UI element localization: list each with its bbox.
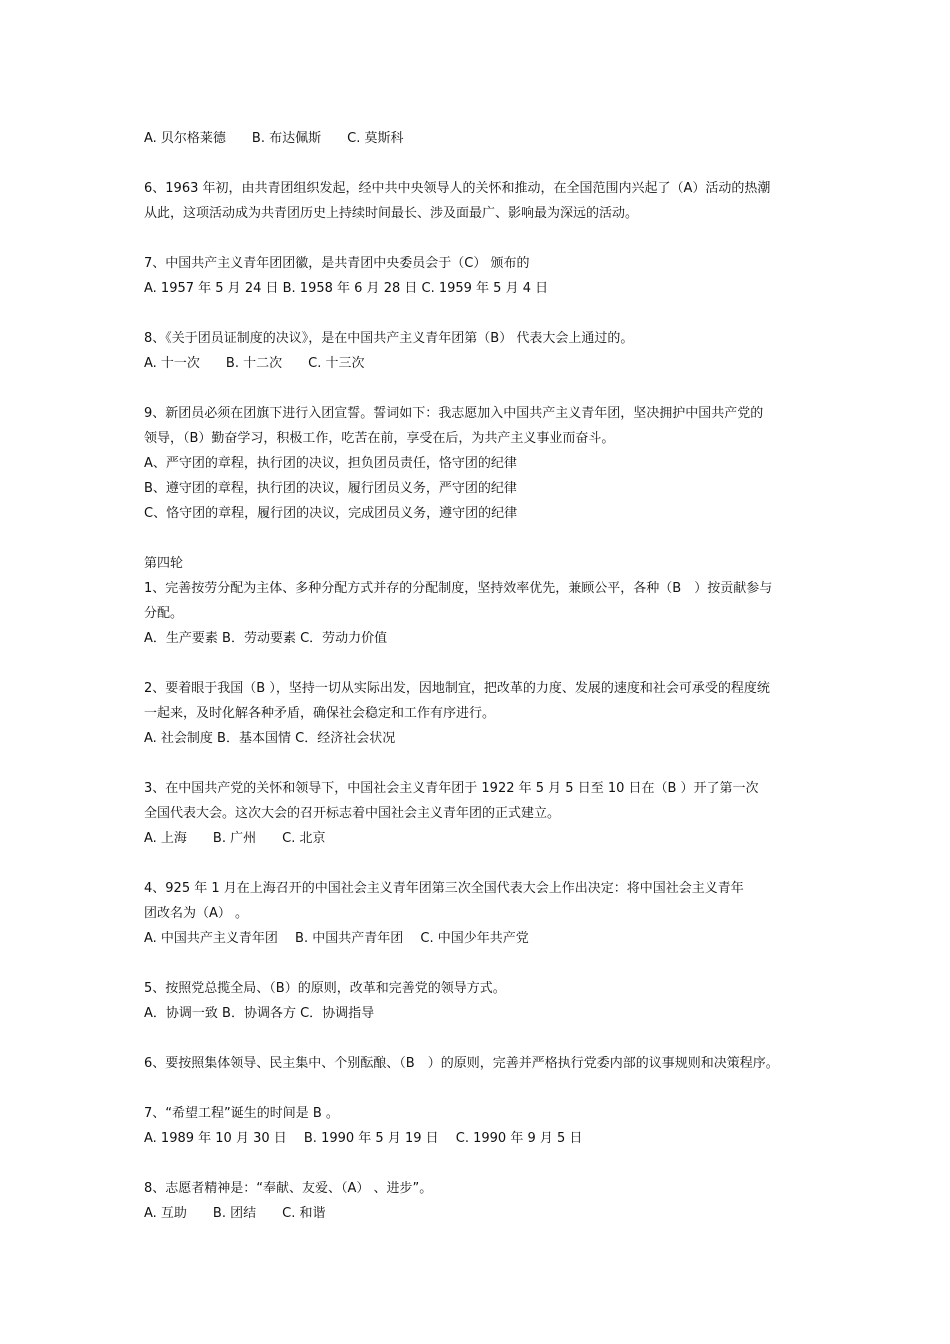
blank-line [144,151,814,176]
text-line: A. 贝尔格莱德 B. 布达佩斯 C. 莫斯科 [144,131,404,146]
text-line: A. 社会制度 B．基本国情 C．经济社会状况 [144,731,396,746]
text-line: 团改名为（A） 。 [144,906,249,921]
text-line: 1、完善按劳分配为主体、多种分配方式并存的分配制度，坚持效率优先，兼顾公平，各种（B ）按贡献参与 [144,581,773,596]
blank-line [144,851,814,876]
text-line: A、严守团的章程，执行团的决议，担负团员责任，恪守团的纪律 [144,456,517,471]
text-line: A. 上海 B. 广州 C. 北京 [144,831,326,846]
text-line: 7、“希望工程”诞生的时间是 B 。 [144,1106,339,1121]
text-line: C、恪守团的章程，履行团的决议，完成团员义务，遵守团的纪律 [144,506,518,521]
text-line: 9、新团员必须在团旗下进行入团宣誓。誓词如下：我志愿加入中国共产主义青年团，坚决拥护中国共产党的 [144,406,764,421]
blank-line [144,1151,814,1176]
text-line: A. 互助 B. 团结 C. 和谐 [144,1206,326,1221]
text-line: A．生产要素 B．劳动要素 C．劳动力价值 [144,631,388,646]
text-line: 4、925 年 1 月在上海召开的中国社会主义青年团第三次全国代表大会上作出决定：将中国社会主义青年 [144,881,744,896]
blank-line [144,1076,814,1101]
blank-line [144,226,814,251]
text-line: 分配。 [144,606,184,621]
blank-line [144,751,814,776]
blank-line [144,951,814,976]
text-line: 7、中国共产主义青年团团徽，是共青团中央委员会于（C） 颁布的 [144,256,530,271]
document-body [144,126,814,1226]
text-line: 领导，（B）勤奋学习，积极工作，吃苦在前，享受在后，为共产主义事业而奋斗。 [144,431,615,446]
blank-line [144,651,814,676]
text-line: A. 1989 年 10 月 30 日 B. 1990 年 5 月 19 日 C. 1990 年 9 月 5 日 [144,1131,583,1146]
text-line: 8、志愿者精神是：“奉献、友爱、（A） 、进步”。 [144,1181,433,1196]
text-line: 全国代表大会。这次大会的召开标志着中国社会主义青年团的正式建立。 [144,806,561,821]
text-line: 3、在中国共产党的关怀和领导下，中国社会主义青年团于 1922 年 5 月 5 日至 10 日在（B ）开了第一次 [144,781,759,796]
text-line: A. 十一次 B. 十二次 C. 十三次 [144,356,365,371]
text-line: B、遵守团的章程，执行团的决议，履行团员义务，严守团的纪律 [144,481,517,496]
text-line: A. 1957 年 5 月 24 日 B. 1958 年 6 月 28 日 C. 1959 年 5 月 4 日 [144,281,549,296]
blank-line [144,301,814,326]
text-line: 6、1963 年初，由共青团组织发起，经中共中央领导人的关怀和推动，在全国范围内兴起了（A）活动的热潮 [144,181,771,196]
blank-line [144,1026,814,1051]
text-line: A. 中国共产主义青年团 B. 中国共产青年团 C. 中国少年共产党 [144,931,529,946]
text-line: 6、要按照集体领导、民主集中、个别酝酿、（B ）的原则，完善并严格执行党委内部的议事规则和决策程序。 [144,1056,779,1071]
text-line: 第四轮 [144,556,184,571]
text-line: 一起来，及时化解各种矛盾，确保社会稳定和工作有序进行。 [144,706,496,721]
text-line: 从此，这项活动成为共青团历史上持续时间最长、涉及面最广、影响最为深远的活动。 [144,206,639,221]
text-line: A．协调一致 B．协调各方 C．协调指导 [144,1006,375,1021]
text-line: 2、要着眼于我国（B ），坚持一切从实际出发，因地制宜，把改革的力度、发展的速度和社会可承受的程度统 [144,681,770,696]
blank-line [144,376,814,401]
blank-line [144,526,814,551]
text-line: 8、《关于团员证制度的决议》，是在中国共产主义青年团第（B） 代表大会上通过的。 [144,331,634,346]
text-line: 5、按照党总揽全局、（B）的原则，改革和完善党的领导方式。 [144,981,506,996]
